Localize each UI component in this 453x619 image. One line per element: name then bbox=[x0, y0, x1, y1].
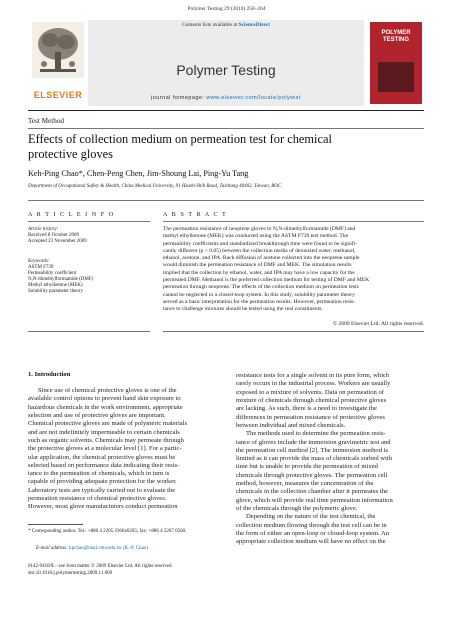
abstract-text bbox=[163, 226, 424, 314]
body-line: hazardous chemicals in the work environment, appropriate bbox=[28, 403, 183, 411]
keywords bbox=[28, 259, 150, 295]
body-line: available control options to prevent hand skin exposure to bbox=[28, 395, 181, 403]
article-title bbox=[28, 132, 418, 162]
author-affiliation: Department of Occupational Safety & Health, China Medical University, 91 Hsueh-Shih Road, Taichung 40402, Taiwan, ROC bbox=[28, 184, 282, 189]
doi-line[interactable]: doi:10.1016/j.polymertesting.2009.11.009 bbox=[28, 571, 113, 576]
body-line: time but is unable to provide the permeation of mixed bbox=[236, 463, 378, 471]
email-line bbox=[36, 546, 216, 552]
homepage-link[interactable]: www.elsevier.com/locate/polytest bbox=[206, 95, 301, 101]
body-line: the form of either an open-loop or closed-loop system. An bbox=[236, 529, 390, 537]
issn-line: 0142-9418/$ – see front matter © 2009 Elsevier Ltd. All rights reserved. bbox=[28, 564, 173, 569]
body-line: between individual and mixed chemicals. bbox=[236, 421, 346, 429]
body-line: rarely occurs in the industrial process. Workers are usually bbox=[236, 380, 391, 388]
body-line: chemicals through protective gloves. The permeation cell bbox=[236, 471, 388, 479]
cover-artwork bbox=[378, 62, 414, 92]
journal-title: Polymer Testing bbox=[176, 62, 276, 78]
body-line: Laboratory tests are typically carried out to evaluate the bbox=[28, 486, 176, 494]
abstract-line: implied that the collection by ethanol, water, and IPA may have a low capacity for the bbox=[163, 269, 355, 276]
body-line: chemicals in the collection chamber after it permeates the bbox=[236, 488, 388, 496]
body-line: of the chemicals through the polymeric glove. bbox=[236, 505, 358, 512]
article-title-line2: protective gloves bbox=[28, 147, 113, 161]
email-label: E-mail address: bbox=[36, 546, 68, 551]
abstract-line: permeability coefficients and standardized breakthrough time were found to be signifi- bbox=[163, 240, 358, 247]
article-info-heading: A R T I C L E I N F O bbox=[28, 211, 115, 218]
homepage-prefix: journal homepage: bbox=[151, 95, 205, 101]
journal-homepage bbox=[88, 95, 364, 101]
cover-title-line1: POLYMER bbox=[381, 30, 411, 36]
body-column-left bbox=[28, 387, 216, 512]
contents-line bbox=[88, 22, 364, 28]
history-label: Article history: bbox=[28, 227, 59, 232]
banner-divider bbox=[28, 110, 424, 111]
abstract-line: The permeation resistance of neoprene gloves to N,N-dimethylformamide (DMF) and bbox=[163, 226, 356, 232]
abstract-heading: A B S T R A C T bbox=[163, 211, 228, 218]
body-line: selection and use of protective gloves are important. bbox=[28, 411, 166, 419]
article-title-line1: Effects of collection medium on permeation test for chemical bbox=[28, 132, 332, 146]
body-line: the permeation cell method [2]. The immersion method is bbox=[236, 446, 389, 454]
cover-title-line2: TESTING bbox=[382, 36, 409, 43]
article-history bbox=[28, 227, 150, 245]
keyword-item: ASTM F739 bbox=[28, 265, 54, 270]
body-line: collection medium flowing through the test cell can be in bbox=[236, 521, 387, 529]
sciencedirect-link[interactable]: ScienceDirect bbox=[238, 22, 270, 28]
body-line: are lacking. As such, there is a need to investigate the bbox=[236, 405, 377, 413]
body-line: exposed to a mixture of solvents. Data on permeation of bbox=[236, 388, 384, 396]
body-line: Chemical protective gloves are made of polymeric materials bbox=[28, 420, 188, 428]
abstract-line: permeation through neoprene. The effects of the collection medium on permeation tests bbox=[163, 284, 359, 291]
abstract-line: would diminish the permeation resistance of DMF and MEK. The simulation results bbox=[163, 262, 352, 269]
abstract-line: methyl ethylketone (MEK) was conducted using the ASTM F739 test method. The bbox=[163, 233, 349, 240]
running-head: Polymer Testing 29 (2010) 258–264 bbox=[187, 6, 266, 12]
section-type: Test Method bbox=[28, 117, 65, 125]
keyword-item: Permeability coefficient bbox=[28, 271, 77, 276]
body-line: appropriate collection medium will have no effect on the bbox=[236, 538, 386, 546]
footnote-rule bbox=[28, 524, 83, 525]
body-line: such as organic solvents. Chemicals may permeate through bbox=[28, 436, 184, 444]
keyword-item: Methyl ethylketone (MEK) bbox=[28, 283, 83, 288]
introduction-heading: 1. Introduction bbox=[28, 371, 71, 378]
body-line: mixture of chemicals through chemical protective gloves bbox=[236, 396, 387, 404]
body-line: permeation resistance of chemical protective gloves. bbox=[28, 495, 167, 503]
keywords-label: Keywords: bbox=[28, 259, 50, 264]
email-link[interactable]: kpchao@mail.cmu.edu.tw (K.-P. Chao). bbox=[69, 546, 150, 551]
abstract-copyright: © 2009 Elsevier Ltd. All rights reserved. bbox=[332, 321, 424, 327]
abstract-line: cannot be neglected in a closed-loop system. In this study, solubility parameter theory bbox=[163, 291, 355, 298]
body-line: and are not indefinitely impermeable to certain chemicals bbox=[28, 428, 180, 436]
body-line: tance of gloves include the immersion gravimetric test and bbox=[236, 438, 391, 446]
abstract-bottom-rule bbox=[163, 331, 424, 332]
keyword-item: N,N-dimethylformamide (DMF) bbox=[28, 277, 94, 282]
abstract-line: ethanol, acetone, and IPA. Back diffusion of acetone collected into the neoprene sample bbox=[163, 255, 360, 262]
body-line: limited as it can provide the mass of chemicals sorbed with bbox=[236, 455, 393, 463]
body-line: ular application, the chemical protective gloves must be bbox=[28, 453, 176, 461]
body-line: glove, which will provide real time permeation information bbox=[236, 496, 393, 504]
abstract-line: tance to challenge mixtures should be tested using the real constituents. bbox=[163, 306, 323, 313]
body-line: resistance tests for a single solvent in its pure form, which bbox=[236, 372, 390, 379]
header-divider bbox=[28, 200, 424, 201]
contents-prefix: Contents lists available at bbox=[182, 22, 238, 28]
elsevier-tree-logo bbox=[32, 22, 84, 78]
body-line: The methods used to determine the permeation resis- bbox=[246, 430, 386, 438]
article-info-bottom-rule bbox=[28, 331, 150, 332]
body-column-right bbox=[236, 372, 424, 547]
body-line: selected based on performance data indicating their resis- bbox=[28, 461, 180, 469]
corresponding-author-note: * Corresponding author. Tel.: +886 4 2205 3366x6205; fax: +886 4 2207 0500. bbox=[28, 529, 187, 534]
body-line: differences in permeation resistance of protective gloves bbox=[236, 413, 385, 421]
keyword-item: Solubility parameter theory bbox=[28, 289, 83, 294]
author-list: Keh-Ping Chao*, Chen-Peng Chen, Jim-Shoung Lai, Ping-Yu Tang bbox=[28, 169, 249, 178]
body-line: Since use of chemical protective gloves is one of the bbox=[38, 387, 177, 394]
section-divider bbox=[28, 128, 424, 129]
abstract-line: cantly different (p < 0.05) between the collection media of deionized water, methanol, bbox=[163, 247, 356, 254]
abstract-line: permeated DMF. Methanol is the preferred collection medium for testing of DMF and MEK bbox=[163, 277, 370, 284]
elsevier-wordmark: ELSEVIER bbox=[33, 90, 83, 100]
body-line: Depending on the nature of the test chemical, the bbox=[246, 513, 376, 521]
body-line: capable of providing adequate protection for the worker. bbox=[28, 478, 177, 486]
abstract-line: served as a basic interpretation for the permeation results. However, permeation resis- bbox=[163, 298, 356, 305]
body-line: the protective gloves at a molecular level [1]. For a partic- bbox=[28, 445, 182, 453]
body-line: method, however, measures the concentration of the bbox=[236, 480, 374, 488]
article-info-rule bbox=[28, 221, 150, 222]
body-line: tance to the permeation of chemicals, which in turn is bbox=[28, 470, 170, 478]
body-line: However, most glove manufacturers conduct permeation bbox=[28, 503, 178, 511]
abstract-rule bbox=[163, 221, 424, 222]
cover-title bbox=[370, 30, 422, 43]
received-date: Received 8 October 2009 bbox=[28, 233, 79, 238]
accepted-date: Accepted 23 November 2009 bbox=[28, 239, 87, 244]
